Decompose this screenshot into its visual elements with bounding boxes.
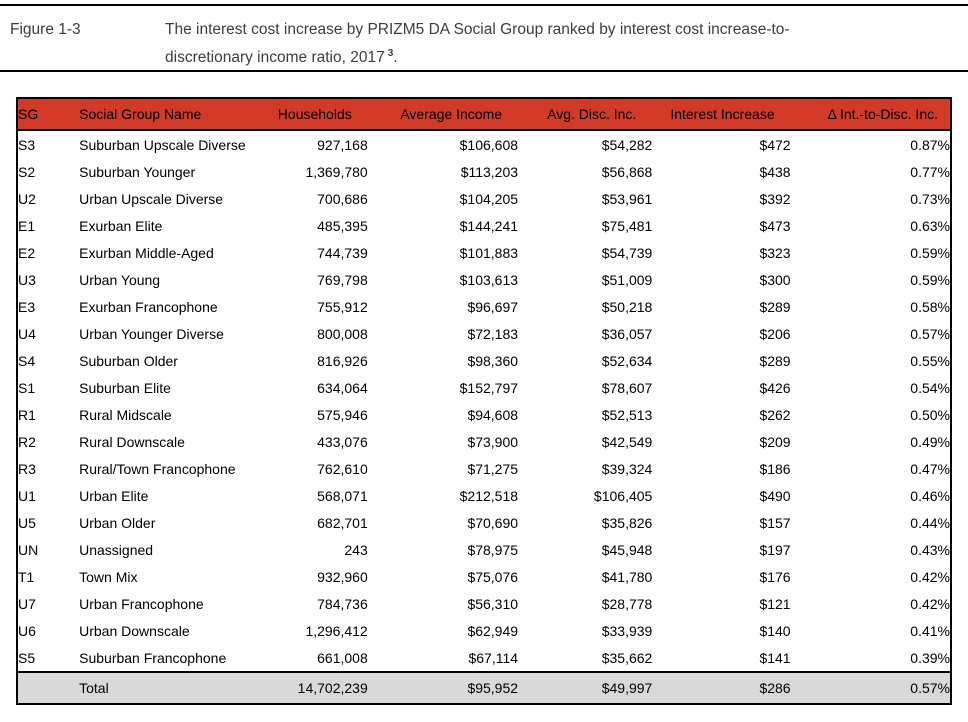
cell-households: 769,798 <box>247 266 367 293</box>
column-header-ratio: Δ Int.-to-Disc. Inc. <box>791 98 951 130</box>
cell-sg: U5 <box>17 509 79 536</box>
cell-interest-increase: $197 <box>652 536 790 563</box>
cell-households: 634,064 <box>247 374 367 401</box>
cell-sg: U1 <box>17 482 79 509</box>
table-row <box>17 401 951 428</box>
cell-average-income: $96,697 <box>368 293 518 320</box>
cell-avg-disc-inc: $54,739 <box>518 239 652 266</box>
cell-avg-disc-inc: $52,513 <box>518 401 652 428</box>
cell-average-income: $152,797 <box>368 374 518 401</box>
cell-sg: E1 <box>17 212 79 239</box>
cell-ratio: 0.55% <box>791 347 951 374</box>
caption-divider-rule <box>0 70 968 72</box>
figure-header <box>0 6 968 70</box>
cell-avg-disc-inc: $52,634 <box>518 347 652 374</box>
table-row <box>17 509 951 536</box>
cell-sg: E3 <box>17 293 79 320</box>
cell-ratio: 0.57% <box>791 320 951 347</box>
cell-name: Urban Younger Diverse <box>79 320 247 347</box>
cell-avg-disc-inc: $50,218 <box>518 293 652 320</box>
table-row <box>17 374 951 401</box>
total-row <box>17 672 951 704</box>
total-cell-average-income: $95,952 <box>368 672 518 704</box>
table-row <box>17 130 951 158</box>
cell-ratio: 0.54% <box>791 374 951 401</box>
cell-average-income: $75,076 <box>368 563 518 590</box>
cell-ratio: 0.49% <box>791 428 951 455</box>
cell-avg-disc-inc: $75,481 <box>518 212 652 239</box>
cell-interest-increase: $176 <box>652 563 790 590</box>
cell-households: 932,960 <box>247 563 367 590</box>
table-row <box>17 563 951 590</box>
cell-average-income: $113,203 <box>368 158 518 185</box>
cell-sg: U3 <box>17 266 79 293</box>
cell-interest-increase: $121 <box>652 590 790 617</box>
cell-ratio: 0.44% <box>791 509 951 536</box>
cell-interest-increase: $157 <box>652 509 790 536</box>
cell-name: Town Mix <box>79 563 247 590</box>
column-header-name: Social Group Name <box>79 98 247 130</box>
cell-avg-disc-inc: $42,549 <box>518 428 652 455</box>
cell-average-income: $56,310 <box>368 590 518 617</box>
caption-line-1: The interest cost increase by PRIZM5 DA Social Group ranked by interest cost increase-to- <box>165 21 790 38</box>
cell-households: 661,008 <box>247 644 367 672</box>
cell-households: 485,395 <box>247 212 367 239</box>
cell-name: Suburban Francophone <box>79 644 247 672</box>
cell-sg: S2 <box>17 158 79 185</box>
cell-interest-increase: $262 <box>652 401 790 428</box>
cell-sg: U2 <box>17 185 79 212</box>
cell-average-income: $144,241 <box>368 212 518 239</box>
cell-ratio: 0.63% <box>791 212 951 239</box>
cell-average-income: $106,608 <box>368 130 518 158</box>
table-row <box>17 617 951 644</box>
cell-name: Exurban Elite <box>79 212 247 239</box>
cell-average-income: $73,900 <box>368 428 518 455</box>
cell-average-income: $101,883 <box>368 239 518 266</box>
cell-households: 568,071 <box>247 482 367 509</box>
social-group-table <box>16 97 952 705</box>
cell-households: 927,168 <box>247 130 367 158</box>
cell-interest-increase: $141 <box>652 644 790 672</box>
cell-avg-disc-inc: $36,057 <box>518 320 652 347</box>
cell-sg: R1 <box>17 401 79 428</box>
cell-interest-increase: $392 <box>652 185 790 212</box>
cell-avg-disc-inc: $35,826 <box>518 509 652 536</box>
cell-interest-increase: $426 <box>652 374 790 401</box>
table-row <box>17 239 951 266</box>
cell-avg-disc-inc: $41,780 <box>518 563 652 590</box>
cell-households: 784,736 <box>247 590 367 617</box>
table-row <box>17 536 951 563</box>
column-header-households: Households <box>247 98 367 130</box>
cell-ratio: 0.59% <box>791 266 951 293</box>
table-row <box>17 266 951 293</box>
cell-average-income: $98,360 <box>368 347 518 374</box>
table-row <box>17 455 951 482</box>
cell-avg-disc-inc: $35,662 <box>518 644 652 672</box>
cell-ratio: 0.59% <box>791 239 951 266</box>
cell-avg-disc-inc: $51,009 <box>518 266 652 293</box>
cell-name: Rural Downscale <box>79 428 247 455</box>
table-header <box>17 98 951 130</box>
cell-average-income: $70,690 <box>368 509 518 536</box>
total-cell-households: 14,702,239 <box>247 672 367 704</box>
cell-name: Urban Young <box>79 266 247 293</box>
cell-households: 816,926 <box>247 347 367 374</box>
cell-interest-increase: $140 <box>652 617 790 644</box>
cell-name: Suburban Upscale Diverse <box>79 130 247 158</box>
figure-caption <box>165 18 790 70</box>
total-cell-interest-increase: $286 <box>652 672 790 704</box>
cell-sg: S4 <box>17 347 79 374</box>
cell-average-income: $72,183 <box>368 320 518 347</box>
cell-name: Unassigned <box>79 536 247 563</box>
cell-name: Suburban Older <box>79 347 247 374</box>
cell-households: 800,008 <box>247 320 367 347</box>
total-cell-avg-disc-inc: $49,997 <box>518 672 652 704</box>
cell-ratio: 0.46% <box>791 482 951 509</box>
cell-name: Urban Older <box>79 509 247 536</box>
cell-name: Rural/Town Francophone <box>79 455 247 482</box>
cell-avg-disc-inc: $54,282 <box>518 130 652 158</box>
table-footer <box>17 672 951 704</box>
footnote-marker: 3 <box>387 48 394 59</box>
cell-households: 762,610 <box>247 455 367 482</box>
cell-interest-increase: $289 <box>652 293 790 320</box>
cell-interest-increase: $206 <box>652 320 790 347</box>
cell-interest-increase: $438 <box>652 158 790 185</box>
cell-name: Exurban Middle-Aged <box>79 239 247 266</box>
cell-name: Suburban Younger <box>79 158 247 185</box>
cell-households: 682,701 <box>247 509 367 536</box>
cell-average-income: $103,613 <box>368 266 518 293</box>
caption-period: . <box>393 49 398 67</box>
cell-ratio: 0.42% <box>791 590 951 617</box>
cell-sg: S1 <box>17 374 79 401</box>
cell-name: Urban Downscale <box>79 617 247 644</box>
cell-name: Urban Francophone <box>79 590 247 617</box>
cell-sg: UN <box>17 536 79 563</box>
table-row <box>17 212 951 239</box>
cell-avg-disc-inc: $106,405 <box>518 482 652 509</box>
total-cell-label: Total <box>79 672 247 704</box>
cell-avg-disc-inc: $28,778 <box>518 590 652 617</box>
cell-average-income: $94,608 <box>368 401 518 428</box>
cell-interest-increase: $186 <box>652 455 790 482</box>
cell-average-income: $67,114 <box>368 644 518 672</box>
cell-sg: E2 <box>17 239 79 266</box>
cell-name: Exurban Francophone <box>79 293 247 320</box>
cell-households: 744,739 <box>247 239 367 266</box>
cell-average-income: $62,949 <box>368 617 518 644</box>
cell-sg: S5 <box>17 644 79 672</box>
cell-households: 700,686 <box>247 185 367 212</box>
cell-avg-disc-inc: $33,939 <box>518 617 652 644</box>
table-row <box>17 590 951 617</box>
cell-average-income: $71,275 <box>368 455 518 482</box>
cell-households: 433,076 <box>247 428 367 455</box>
cell-ratio: 0.77% <box>791 158 951 185</box>
cell-sg: R2 <box>17 428 79 455</box>
cell-name: Suburban Elite <box>79 374 247 401</box>
cell-sg: U6 <box>17 617 79 644</box>
cell-ratio: 0.87% <box>791 130 951 158</box>
cell-sg: U7 <box>17 590 79 617</box>
cell-average-income: $212,518 <box>368 482 518 509</box>
cell-interest-increase: $323 <box>652 239 790 266</box>
cell-sg: T1 <box>17 563 79 590</box>
total-cell-sg <box>17 672 79 704</box>
table-row <box>17 158 951 185</box>
cell-sg: S3 <box>17 130 79 158</box>
cell-interest-increase: $472 <box>652 130 790 158</box>
table-row <box>17 644 951 672</box>
cell-avg-disc-inc: $39,324 <box>518 455 652 482</box>
cell-avg-disc-inc: $53,961 <box>518 185 652 212</box>
cell-sg: U4 <box>17 320 79 347</box>
cell-interest-increase: $300 <box>652 266 790 293</box>
cell-interest-increase: $490 <box>652 482 790 509</box>
cell-avg-disc-inc: $56,868 <box>518 158 652 185</box>
caption-line-2: discretionary income ratio, 2017 <box>165 49 385 67</box>
cell-name: Urban Upscale Diverse <box>79 185 247 212</box>
cell-households: 1,296,412 <box>247 617 367 644</box>
header-row <box>17 98 951 130</box>
cell-households: 575,946 <box>247 401 367 428</box>
cell-avg-disc-inc: $45,948 <box>518 536 652 563</box>
cell-interest-increase: $289 <box>652 347 790 374</box>
table-row <box>17 293 951 320</box>
cell-interest-increase: $209 <box>652 428 790 455</box>
table-row <box>17 482 951 509</box>
table-row <box>17 347 951 374</box>
cell-average-income: $104,205 <box>368 185 518 212</box>
cell-ratio: 0.50% <box>791 401 951 428</box>
table-body <box>17 130 951 672</box>
column-header-interest-increase: Interest Increase <box>652 98 790 130</box>
cell-households: 1,369,780 <box>247 158 367 185</box>
cell-ratio: 0.41% <box>791 617 951 644</box>
cell-ratio: 0.42% <box>791 563 951 590</box>
table-row <box>17 185 951 212</box>
cell-ratio: 0.39% <box>791 644 951 672</box>
cell-ratio: 0.73% <box>791 185 951 212</box>
table-row <box>17 320 951 347</box>
cell-households: 755,912 <box>247 293 367 320</box>
cell-sg: R3 <box>17 455 79 482</box>
cell-ratio: 0.47% <box>791 455 951 482</box>
cell-average-income: $78,975 <box>368 536 518 563</box>
cell-interest-increase: $473 <box>652 212 790 239</box>
cell-households: 243 <box>247 536 367 563</box>
cell-avg-disc-inc: $78,607 <box>518 374 652 401</box>
cell-name: Rural Midscale <box>79 401 247 428</box>
figure-label: Figure 1-3 <box>10 21 81 38</box>
total-cell-ratio: 0.57% <box>791 672 951 704</box>
column-header-sg: SG <box>17 98 79 130</box>
cell-ratio: 0.58% <box>791 293 951 320</box>
cell-ratio: 0.43% <box>791 536 951 563</box>
table-row <box>17 428 951 455</box>
column-header-average-income: Average Income <box>368 98 518 130</box>
cell-name: Urban Elite <box>79 482 247 509</box>
column-header-avg-disc-inc: Avg. Disc. Inc. <box>518 98 652 130</box>
